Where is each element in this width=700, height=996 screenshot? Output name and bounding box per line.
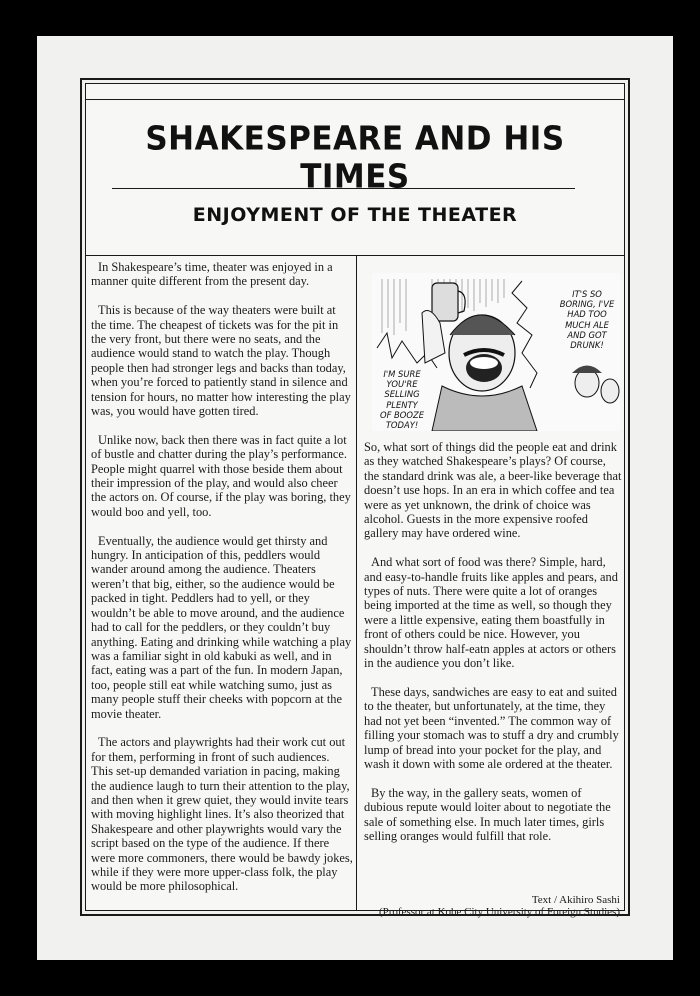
paragraph: These days, sandwiches are easy to eat and suited to the theater, but unfortunately, at the time, they had not yet been “invented.” The common way of filling your stomach was to stuff a dry and crumbly lump of bread into your pocket for the play, and wash it down with some ale ordered at the theater. (364, 684, 619, 771)
speech-line: I'M SURE (383, 369, 421, 379)
right-column (364, 440, 622, 858)
speech-line: IT'S SO (572, 289, 602, 299)
speech-line: SELLING (384, 389, 420, 400)
title-rule (112, 188, 575, 189)
speech-line: BORING, I'VE (559, 299, 615, 310)
paragraph: The actors and playwrights had their work cut out for them, performing in front of such audiences. This set-up demanded variation in pacing, making the audience laugh to turn their attention to the play, and then when it grew quiet, they would invite tears with moving highlight lines. It’s also theorized that Shakespeare and other playwrights would vary the script based on the type of the audience. If there were more commoners, there would be bawdy jokes, while if they were more upper-class folk, the play would be more philosophical. (91, 735, 353, 894)
paragraph: By the way, in the gallery seats, women of dubious repute would loiter about to negotiate the sale of something else. In much later times, girls selling oranges would fulfill that role. (364, 785, 611, 843)
speech-bubble-drunk-man (552, 289, 622, 350)
speech-line: HAD TOO (567, 309, 607, 320)
paragraph: Unlike now, back then there was in fact quite a lot of bustle and chatter during the play’s performance. People might quarrel with those beside them about their impression of the play, and would also cheer the actors on. Of course, if the play was boring, they would boo and yell, too. (91, 432, 351, 519)
left-column (91, 260, 353, 908)
header-divider (85, 99, 625, 100)
paragraph: And what sort of food was there? Simple, hard, and easy-to-handle fruits like apples and pears, and types of nuts. There were quite a lot of oranges being imported at the time as well, so though they were a little expensive, eating them boastfully in front of others could be nice. However, you shouldn’t throw half-eatn apples at actors or others in the audience you don’t like. (364, 555, 618, 671)
credit-author: Text / Akihiro Sashi (531, 894, 620, 906)
manga-panel-illustration (372, 273, 620, 431)
paragraph: So, what sort of things did the people eat and drink as they watched Shakespeare’s plays? Of course, the standard drink was ale, a beer-like beverage that doesn’t use hops. In an era in which coffee and tea were as yet unknown, the drink of choice was alcohol. Guests in the more expensive roofed gallery may have ordered wine. (364, 440, 622, 541)
paragraph: This is because of the way theaters were built at the time. The cheapest of tickets was for the pit in the very front, but there were no seats, and the audience would stand to watch the play. Though people then had stronger legs and backs than today, when you’re forced to patiently stand in silence and tension for hours, no matter how interesting the play was, you would have gotten tired. (91, 303, 351, 419)
speech-bubble-peddler (372, 369, 432, 430)
speech-line: OF BOOZE (379, 409, 425, 420)
page-title: SHAKESPEARE AND HIS TIMES (145, 120, 565, 196)
speech-line: YOU'RE (386, 379, 418, 390)
body-divider (85, 255, 625, 256)
speech-line: DRUNK! (570, 340, 604, 351)
paragraph: In Shakespeare’s time, theater was enjoyed in a manner quite different from the present day. (91, 260, 333, 289)
section-subtitle: ENJOYMENT OF THE THEATER (192, 204, 518, 226)
paragraph: Eventually, the audience would get thirsty and hungry. In anticipation of this, peddlers would wander around among the audience. Theaters weren’t that big, either, so the audience would be packed in tight. Peddlers had to yell, or they wouldn’t be able to move around, and the audience had to call for the peddlers, or they couldn’t buy anything. Eating and drinking while watching a play was a familiar sight in old kabuki as well, and in fact, eating was a part of the fun. In modern Japan, too, people still eat while watching sumo, just as many people stuff their cheeks with popcorn at the movie theater. (91, 533, 352, 721)
speech-line: TODAY! (385, 420, 419, 431)
credit-affiliation: (Professor at Kobe City University of Foreign Studies) (378, 906, 620, 918)
column-divider (356, 255, 357, 911)
author-credit (379, 894, 620, 918)
speech-line: AND GOT (567, 329, 607, 340)
speech-line: MUCH ALE (565, 319, 609, 330)
speech-line: PLENTY (386, 399, 418, 410)
